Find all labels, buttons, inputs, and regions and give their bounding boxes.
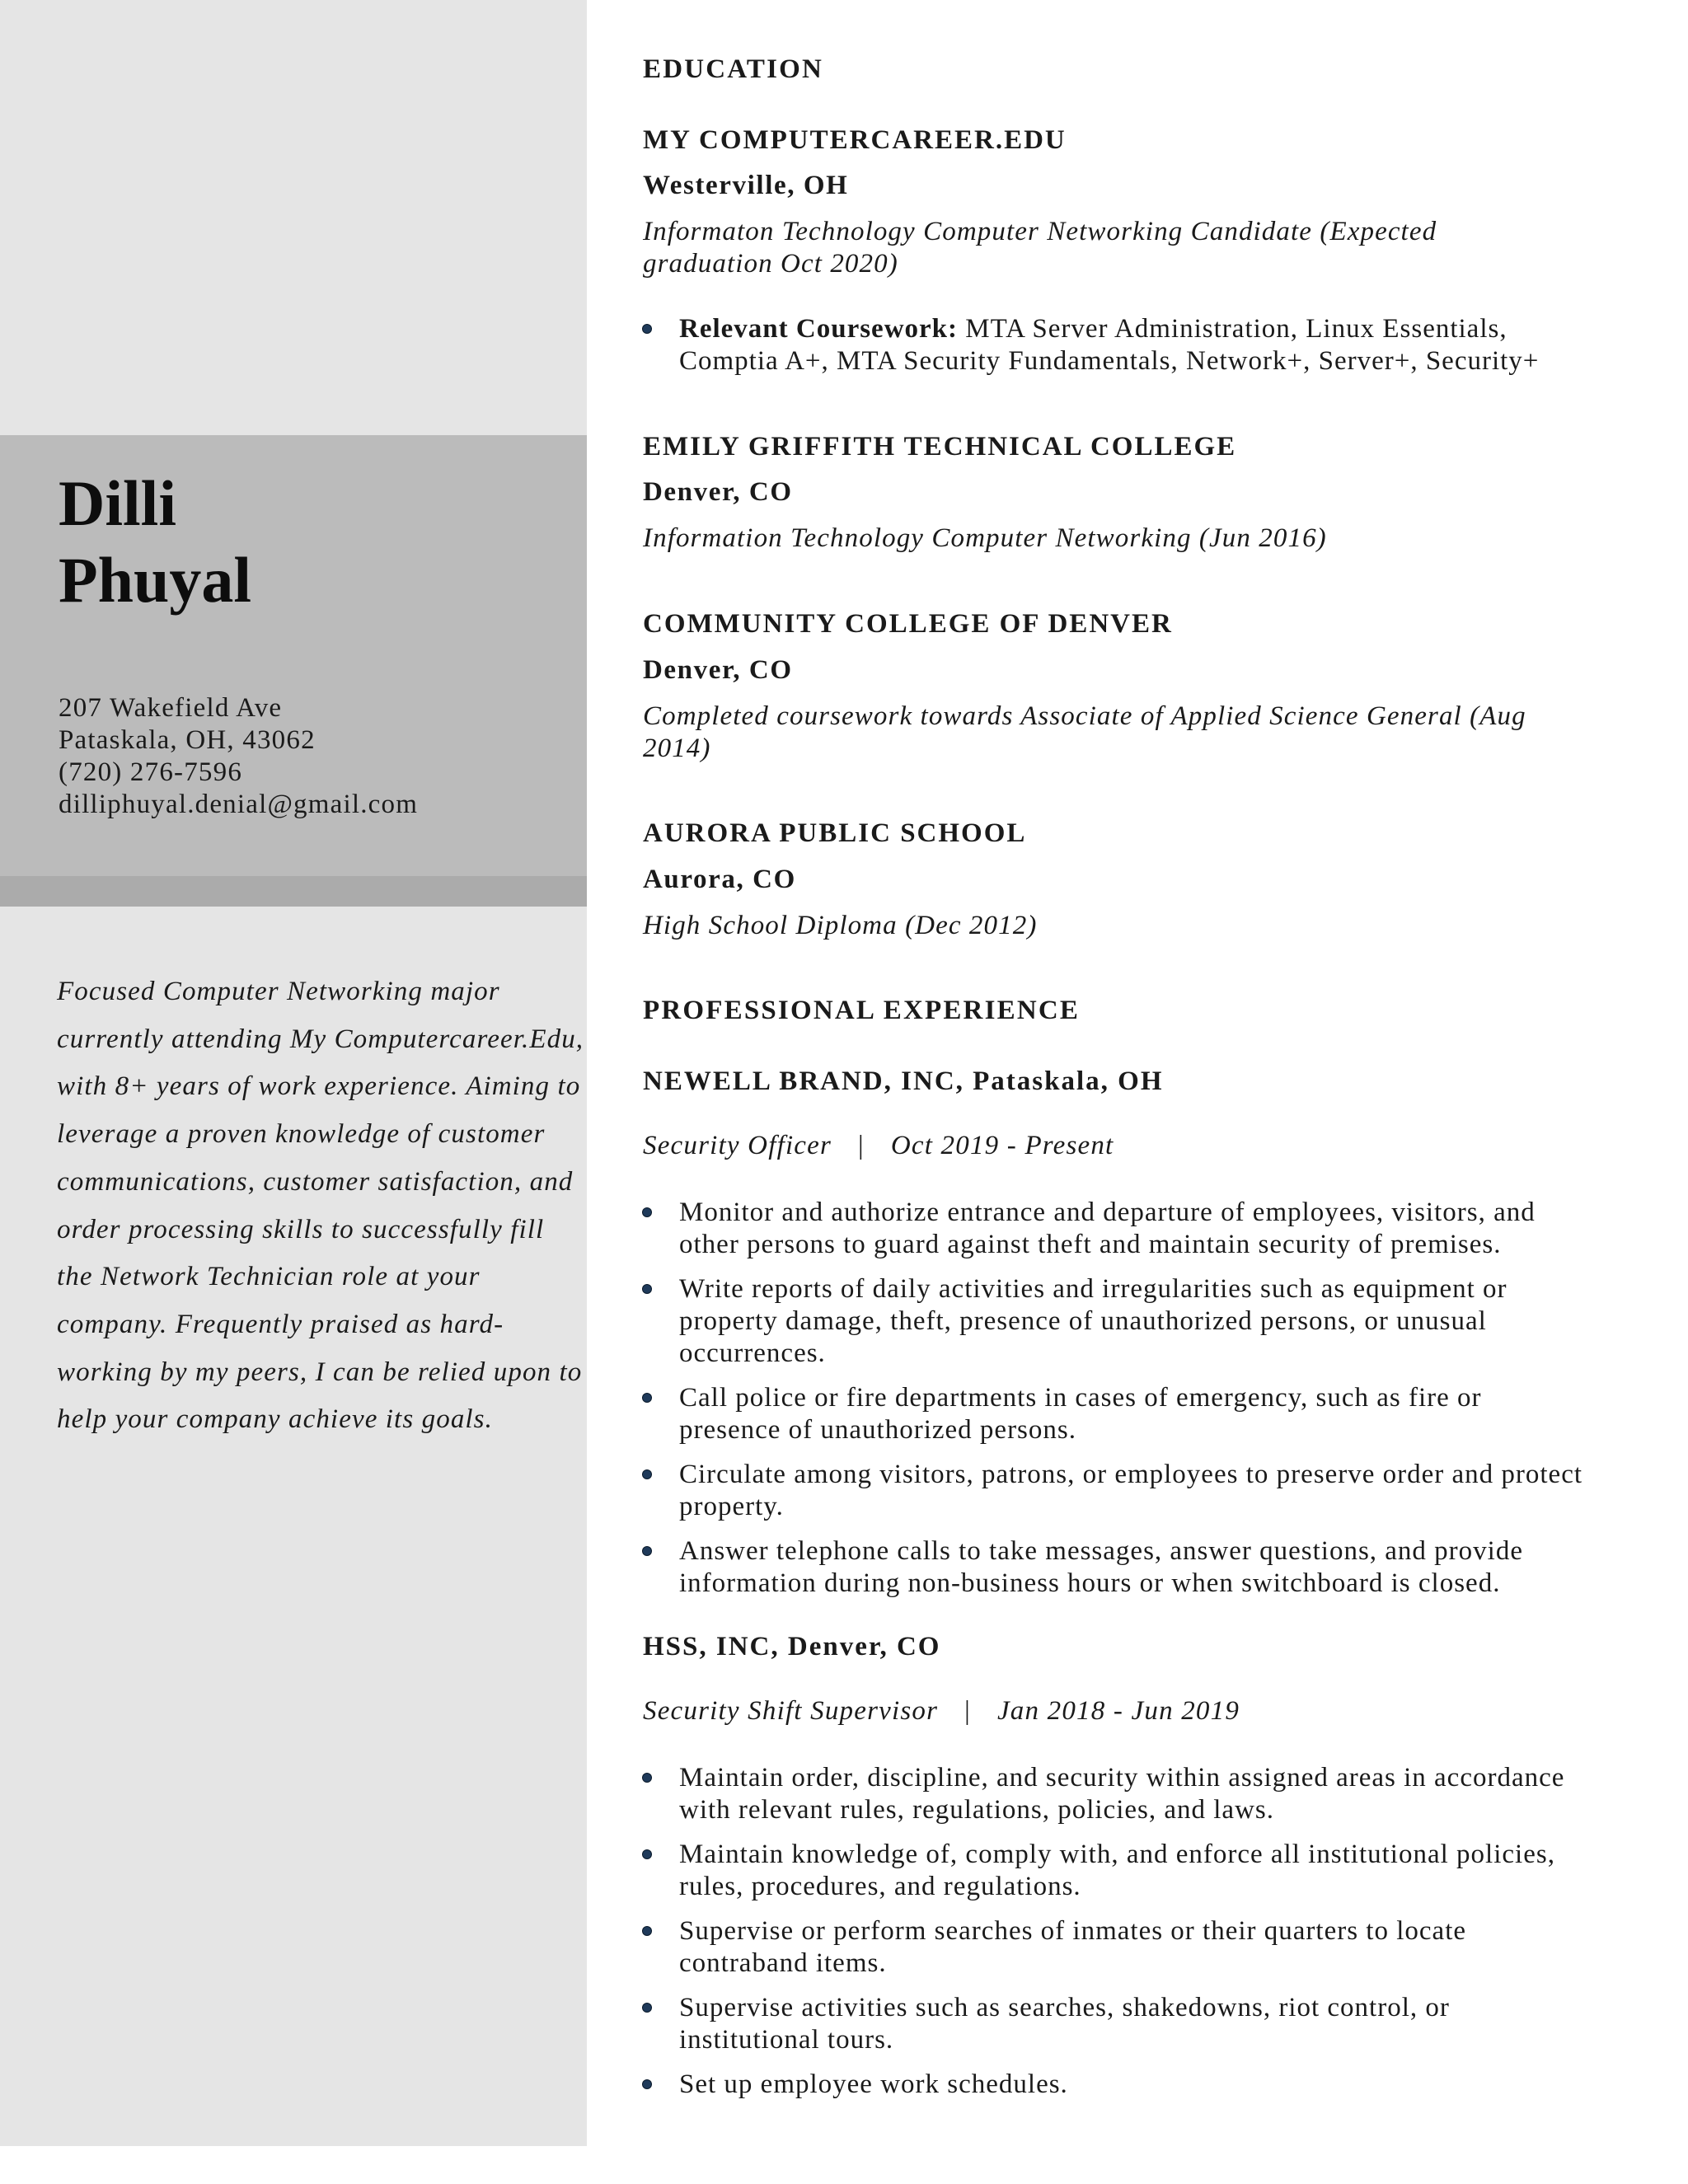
contact-info [59, 692, 587, 821]
bullet-icon [643, 1208, 651, 1216]
list-item [643, 1839, 1591, 1903]
address-line-1: 207 Wakefield Ave [59, 693, 283, 723]
duty-text: Set up employee work schedules. [679, 2069, 1068, 2099]
school-degree: Informaton Technology Computer Networking Candidate (Expected graduation Oct 2020) [643, 217, 1437, 279]
duty-text: Answer telephone calls to take messages, answer questions, and provide information during non-business hours or when switchboard is closed. [679, 1536, 1523, 1598]
experience-heading: PROFESSIONAL EXPERIENCE [643, 996, 1081, 1025]
bullet-icon [643, 1547, 651, 1555]
bullet-icon [643, 1470, 651, 1479]
school-name: AURORA PUBLIC SCHOOL [643, 818, 1027, 848]
bullet-icon [643, 2004, 651, 2012]
school-name: COMMUNITY COLLEGE OF DENVER [643, 609, 1173, 639]
address-line-2: Pataskala, OH, 43062 [59, 725, 316, 755]
bullet-icon [643, 325, 651, 333]
list-item [643, 1762, 1591, 1826]
coursework-text: MTA Server Administration, Linux Essentials, Comptia A+, MTA Security Fundamentals, Network+, Server+, Security+ [679, 314, 1540, 376]
profile-summary: Focused Computer Networking major currently attending My Computercareer.Edu, with 8+ years of work experience. Aiming to leverage a proven knowledge of customer communications, customer satisfaction, and order processing skills to successfully fill the Network Technician role at your company. Frequently praised as hard-working by my peers, I can be relied upon to help your company achieve its goals. [57, 977, 584, 1435]
bullet-icon [643, 1285, 651, 1293]
school-location: Denver, CO [643, 477, 793, 507]
job-duties-list [643, 1762, 1591, 2113]
employer-name: NEWELL BRAND, INC, Pataskala, OH [643, 1066, 1164, 1096]
school-degree: Information Technology Computer Networking (Jun 2016) [643, 523, 1327, 553]
duty-text: Maintain order, discipline, and security within assigned areas in accordance with relevant rules, regulations, policies, and laws. [679, 1763, 1565, 1825]
role-separator: | [858, 1131, 865, 1160]
school-name: MY COMPUTERCAREER.EDU [643, 125, 1067, 155]
last-name: Phuyal [59, 544, 252, 616]
list-item [643, 1915, 1591, 1980]
bullet-icon [643, 1774, 651, 1782]
list-item [643, 1992, 1591, 2056]
bullet-icon [643, 1850, 651, 1858]
school-location: Denver, CO [643, 655, 793, 685]
employer-name: HSS, INC, Denver, CO [643, 1632, 941, 1661]
duty-text: Write reports of daily activities and irregularities such as equipment or property damage, theft, presence of unauthorized persons, or unusual occurrences. [679, 1274, 1507, 1368]
duty-text: Supervise activities such as searches, shakedowns, riot control, or institutional tours. [679, 1993, 1450, 2055]
role-separator: | [964, 1696, 971, 1726]
job-role [643, 1696, 1240, 1727]
school-degree: High School Diploma (Dec 2012) [643, 911, 1038, 940]
job-title: Security Officer [643, 1131, 832, 1160]
email-address: dilliphuyal.denial@gmail.com [59, 790, 419, 819]
bullet-icon [643, 1927, 651, 1935]
school-name: EMILY GRIFFITH TECHNICAL COLLEGE [643, 432, 1237, 462]
bullet-icon [643, 1394, 651, 1402]
school-degree: Completed coursework towards Associate of Applied Science General (Aug 2014) [643, 701, 1526, 763]
school-location: Aurora, CO [643, 865, 796, 894]
list-item [643, 1535, 1591, 1600]
job-title: Security Shift Supervisor [643, 1696, 939, 1726]
coursework-label: Relevant Coursework: [679, 314, 959, 344]
duty-text: Monitor and authorize entrance and departure of employees, visitors, and other persons to guard against theft and maintain security of premises. [679, 1197, 1536, 1259]
job-dates: Oct 2019 - Present [890, 1131, 1114, 1160]
duty-text: Call police or fire departments in cases of emergency, such as fire or presence of unauthorized persons. [679, 1383, 1482, 1445]
job-dates: Jan 2018 - Jun 2019 [996, 1696, 1240, 1726]
duty-text: Maintain knowledge of, comply with, and enforce all institutional policies, rules, procedures, and regulations. [679, 1840, 1555, 1901]
bullet-icon [643, 2080, 651, 2088]
list-item [643, 1273, 1591, 1370]
job-duties-list [643, 1197, 1591, 1612]
name-block-divider [0, 876, 587, 907]
list-item [643, 1197, 1591, 1261]
duty-text: Circulate among visitors, patrons, or employees to preserve order and protect property. [679, 1460, 1583, 1521]
coursework-item [643, 313, 1591, 377]
phone-number: (720) 276-7596 [59, 757, 243, 787]
coursework-list [643, 313, 1591, 390]
list-item [643, 2069, 1591, 2101]
duty-text: Supervise or perform searches of inmates or their quarters to locate contraband items. [679, 1916, 1467, 1978]
education-heading: EDUCATION [643, 54, 824, 84]
name-block [0, 435, 587, 876]
list-item [643, 1382, 1591, 1446]
school-location: Westerville, OH [643, 171, 849, 200]
job-role [643, 1131, 1114, 1161]
first-name: Dilli [59, 467, 177, 539]
list-item [643, 1459, 1591, 1523]
